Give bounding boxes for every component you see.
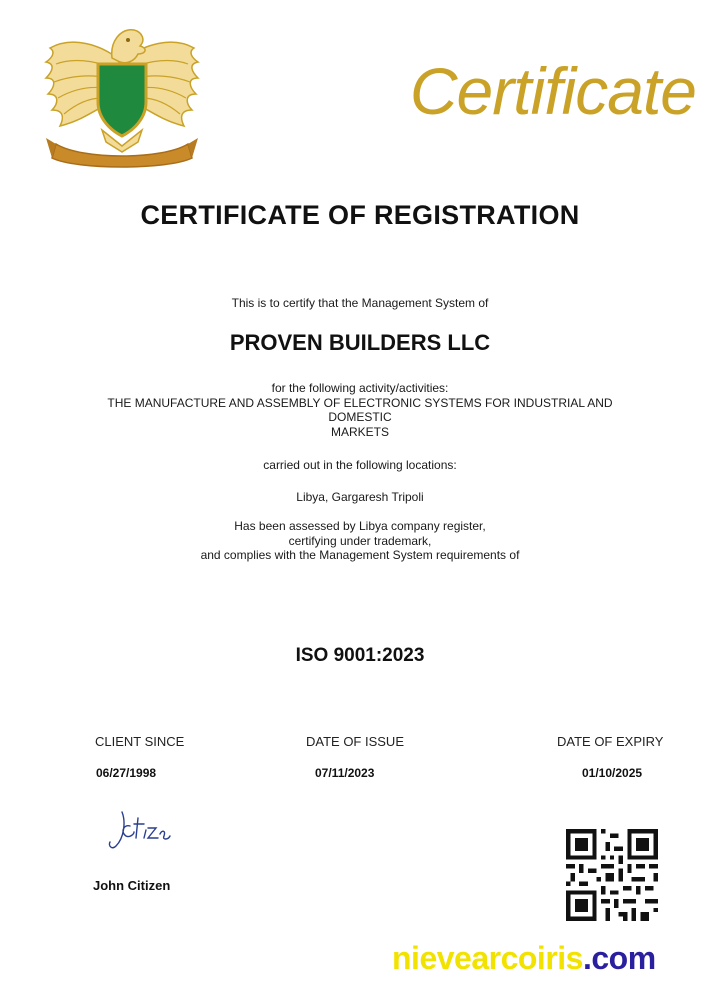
locations-label: carried out in the following locations: [263,458,457,472]
client-since-label: CLIENT SINCE [95,734,185,749]
certificate-word-mark: Certificate [409,54,696,128]
locations-value: Libya, Gargaresh Tripoli [296,490,424,504]
assessment-line: certifying under trademark, [288,533,432,548]
signatory-name: John Citizen [93,878,171,893]
date-of-expiry-value: 01/10/2025 [582,766,643,780]
qr-code-icon [566,829,658,921]
assessment-line: Has been assessed by Libya company register, [234,519,486,533]
date-of-expiry-label: DATE OF EXPIRY [557,734,664,749]
activity-lead: for the following activity/activities: [271,381,449,395]
iso-standard: ISO 9001:2023 [295,645,425,666]
date-of-issue-value: 07/11/2023 [315,766,375,780]
activity-line: DOMESTIC [328,410,392,424]
signature-scribble [104,808,174,852]
activity-block [0,381,720,439]
certificate-title: CERTIFICATE OF REGISTRATION [140,200,580,230]
activity-line: MARKETS [330,424,389,439]
eagle-coat-of-arms-icon [42,18,202,170]
assessment-line: and complies with the Management System requirements of [200,548,520,562]
activity-line: THE MANUFACTURE AND ASSEMBLY OF ELECTRONIC SYSTEMS FOR INDUSTRIAL AND [107,395,613,410]
watermark-part: .com [582,940,656,976]
client-since-value: 06/27/1998 [96,766,157,780]
watermark-text [392,940,656,977]
date-of-issue-label: DATE OF ISSUE [306,734,404,749]
assessment-block [0,519,720,563]
watermark-part: nievearcoiris [392,940,583,976]
intro-text: This is to certify that the Management System of [231,296,489,310]
company-name: PROVEN BUILDERS LLC [229,330,491,355]
